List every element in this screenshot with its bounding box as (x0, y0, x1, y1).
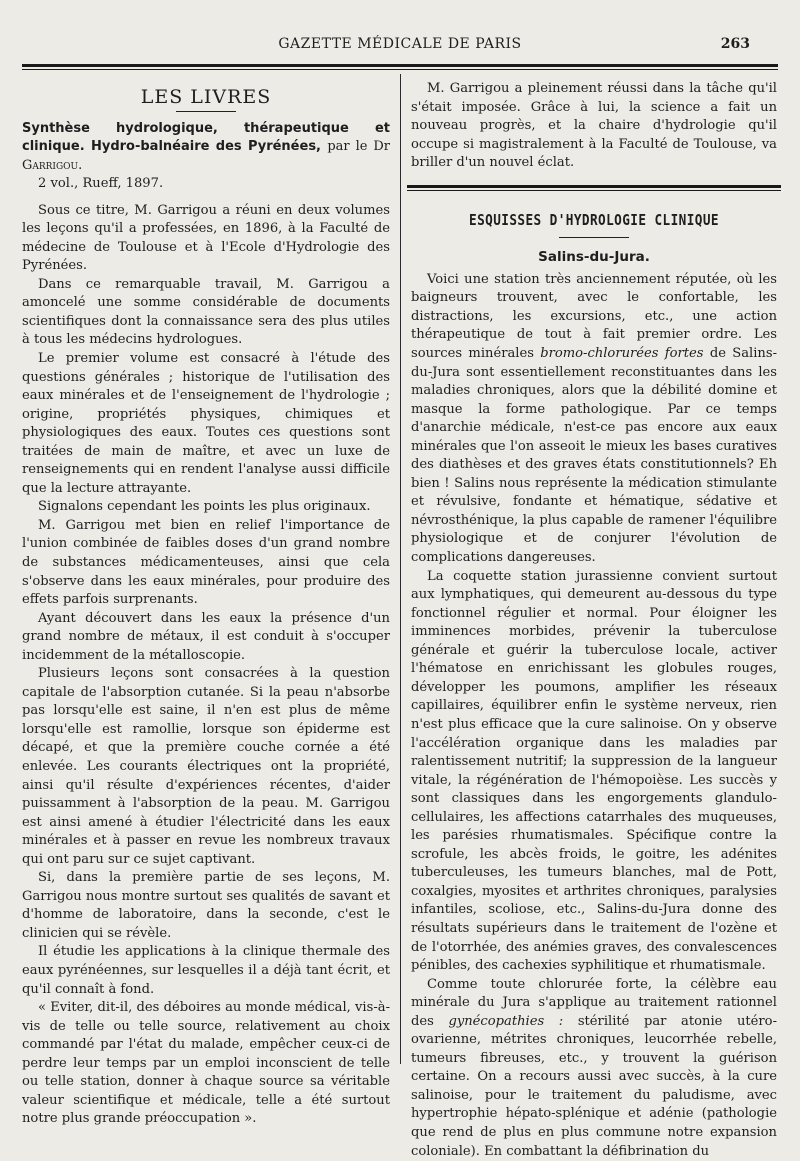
italic-term: bromo-chlorurées fortes (540, 346, 704, 362)
paragraph (411, 271, 777, 568)
book-author-prefix: par le Dr (327, 139, 390, 155)
paragraph: La coquette station jurassienne convient surtout aux lymphatiques, qui demeurent au-dessous du type fonctionnel régulier et normal. Pour éloigner les imminences morbides, prévenir la tuberculose générale et guérir la tuberculose locale, activer l'hématose en enrichissant les globules rouges, développer les poumons, amplifier les réseaux capillaires, équilibrer enfin le système nerveux, rien n'est plus efficace que la cure salinoise. On y observe l'accélération organique dans les maladies par ralentissement nutritif; la suppression de la langueur vitale, la régénération de l'hémopoièse. Les succès y sont classiques dans les engorgements glandulo-cellulaires, les affections catarrhales des muqueuses, les parésies rhumatismales. Spécifique contre la scrofule, les abcès froids, le goitre, les adénites tuberculeuses, les tumeurs blanches, mal de Pott, coxalgies, myosites et arthrites chroniques, paralysies infantiles, scoliose, etc., Salins-du-Jura donne des résultats supérieurs dans le traitement de l'ozène et de l'otorrhée, des anémies graves, des convalescences pénibles, des cachexies syphilitique et rhumatismale. (411, 568, 777, 974)
page-number: 263 (720, 36, 750, 52)
paragraph: Signalons cependant les points les plus originaux. (38, 499, 371, 515)
paragraph: Le premier volume est consacré à l'étude des questions générales ; historique de l'utilisation des eaux minérales et de l'enseignement de l'hydrologie ; origine, propriétés physiques, chimiques et physiologiques des eaux. Toutes ces questions sont traitées de main de maître, et avec un luxe de renseignements qui en rendent l'analyse aussi difficile que la lecture attrayante. (22, 350, 390, 496)
paragraph: Ayant découvert dans les eaux la présence d'un grand nombre de métaux, il est conduit à s'occuper incidemment de la métalloscopie. (22, 610, 390, 663)
continuation-paragraph: M. Garrigou a pleinement réussi dans la tâche qu'il s'était imposée. Grâce à lui, la science a fait un nouveau progrès, et la chaire d'hydrologie qu'il occupe si magistralement à la Faculté de Toulouse, va briller d'un nouvel éclat. (411, 81, 777, 171)
article-separator-thick (407, 185, 781, 188)
running-head (22, 34, 778, 56)
header-rule-thin (22, 69, 778, 70)
book-title: Synthèse hydrologique, thérapeutique et clinique. Hydro-balnéaire des Pyrénées, (22, 120, 390, 155)
paragraph: Il étudie les applications à la clinique thermale des eaux pyrénéennes, sur lesquelles il a déjà tant écrit, et qu'il connaît à fond. (22, 944, 390, 997)
paragraph: Dans ce remarquable travail, M. Garrigou a amoncelé une somme considérable de documents scientifiques dont la connaissance sera des plus utiles à tous les médecins hydrologues. (22, 276, 390, 348)
paragraph: M. Garrigou met bien en relief l'importance de l'union combinée de faibles doses d'un grand nombre de substances médicamenteuses, ainsi que cela s'observe dans les eaux minérales, pour produire des effets parfois surprenants. (22, 517, 390, 608)
paragraph: Si, dans la première partie de ses leçons, M. Garrigou nous montre surtout ses qualités de savant et d'homme de laboratoire, dans la seconde, c'est le clinicien qui se révèle. (22, 870, 390, 941)
paragraph: Plusieurs leçons sont consacrées à la question capitale de l'absorption cutanée. Si la peau n'absorbe pas lorsqu'elle est saine, il n'en est plus de même lorsqu'elle est ramollie, lorsque son épiderme est décapé, et que la première couche cornée a été enlevée. Les courants électriques ont la propriété, ainsi qu'il résulte d'expériences récentes, d'aider puissamment à l'absorption de la peau. M. Garrigou est ainsi amené à étudier l'électricité dans les eaux minérales et à passer en revue les nombreux travaux qui ont paru sur ce sujet captivant. (22, 666, 390, 867)
left-column (22, 80, 390, 1129)
book-author: Garrigou. (22, 157, 83, 173)
article-separator-thin (407, 190, 781, 191)
article-subtitle: Salins-du-Jura. (538, 249, 650, 266)
book-title-block (22, 120, 390, 176)
paragraph (411, 976, 777, 1161)
header-rule-thick (22, 64, 778, 67)
section-title-livres: LES LIVRES (140, 86, 272, 108)
column-divider (400, 74, 401, 1064)
italic-term: gynécopathies : (448, 1013, 564, 1029)
journal-title: GAZETTE MÉDICALE DE PARIS (278, 36, 522, 52)
paragraph: Sous ce titre, M. Garrigou a réuni en deux volumes les leçons qu'il a professées, en 1896, à la Faculté de médecine de Toulouse et à l'Ecole d'Hydrologie des Pyrénées. (22, 202, 390, 274)
section-rule (559, 237, 629, 238)
section-title-esquisses: ESQUISSES D'HYDROLOGIE CLINIQUE (469, 210, 719, 229)
paragraph-text: de Salins-du-Jura sont essentiellement reconstituantes dans les maladies chroniques, alors que la débilité domine et masque la forme pathologique. Par ce temps d'anarchie médicale, n'est-ce pas encore aux eaux minérales que l'on asseoit le mieux les bases curatives des diathèses et des graves états constitutionnels? Eh bien ! Salins nous représente la médication stimulante et révulsive, fondante et hématique, sédative et névrosthénique, la plus capable de ramener l'équilibre physiologique et de conjurer l'évolution de complications dangereuses. (411, 346, 777, 566)
section-rule (176, 111, 236, 112)
paragraph-text: Comme toute chlorurée forte, la célèbre eau minérale du Jura s'applique au traitement rationnel des (411, 976, 777, 1029)
paragraph-text: Voici une station très anciennement réputée, où les baigneurs trouvent, avec le confortable, les distractions, les excursions, etc., une action thérapeutique de tout à fait premier ordre. Les sources minérales (411, 271, 777, 362)
right-column (411, 80, 777, 1161)
paragraph-text: stérilité par atonie utéro-ovarienne, métrites chroniques, leucorrhée rebelle, tumeurs fibreuses, etc., y trouvent la guérison certaine. On a recours aussi avec succès, à la cure salinoise, pour le traitement du paludisme, avec hypertrophie hépato-splénique et adénie (pathologie que rend de plus en plus commune notre expansion coloniale). En combattant la défibrination du (411, 1013, 777, 1159)
book-details: 2 vol., Rueff, 1897. (38, 176, 164, 192)
paragraph: « Eviter, dit-il, des déboires au monde médical, vis-à-vis de telle ou telle source, relativement au choix commandé par l'état du malade, empêcher ceux-ci de perdre leur temps par un emploi inconscient de telle ou telle station, donner à chaque source sa véritable valeur scientifique et médicale, telle a été surtout notre plus grande préoccupation ». (22, 1000, 390, 1127)
